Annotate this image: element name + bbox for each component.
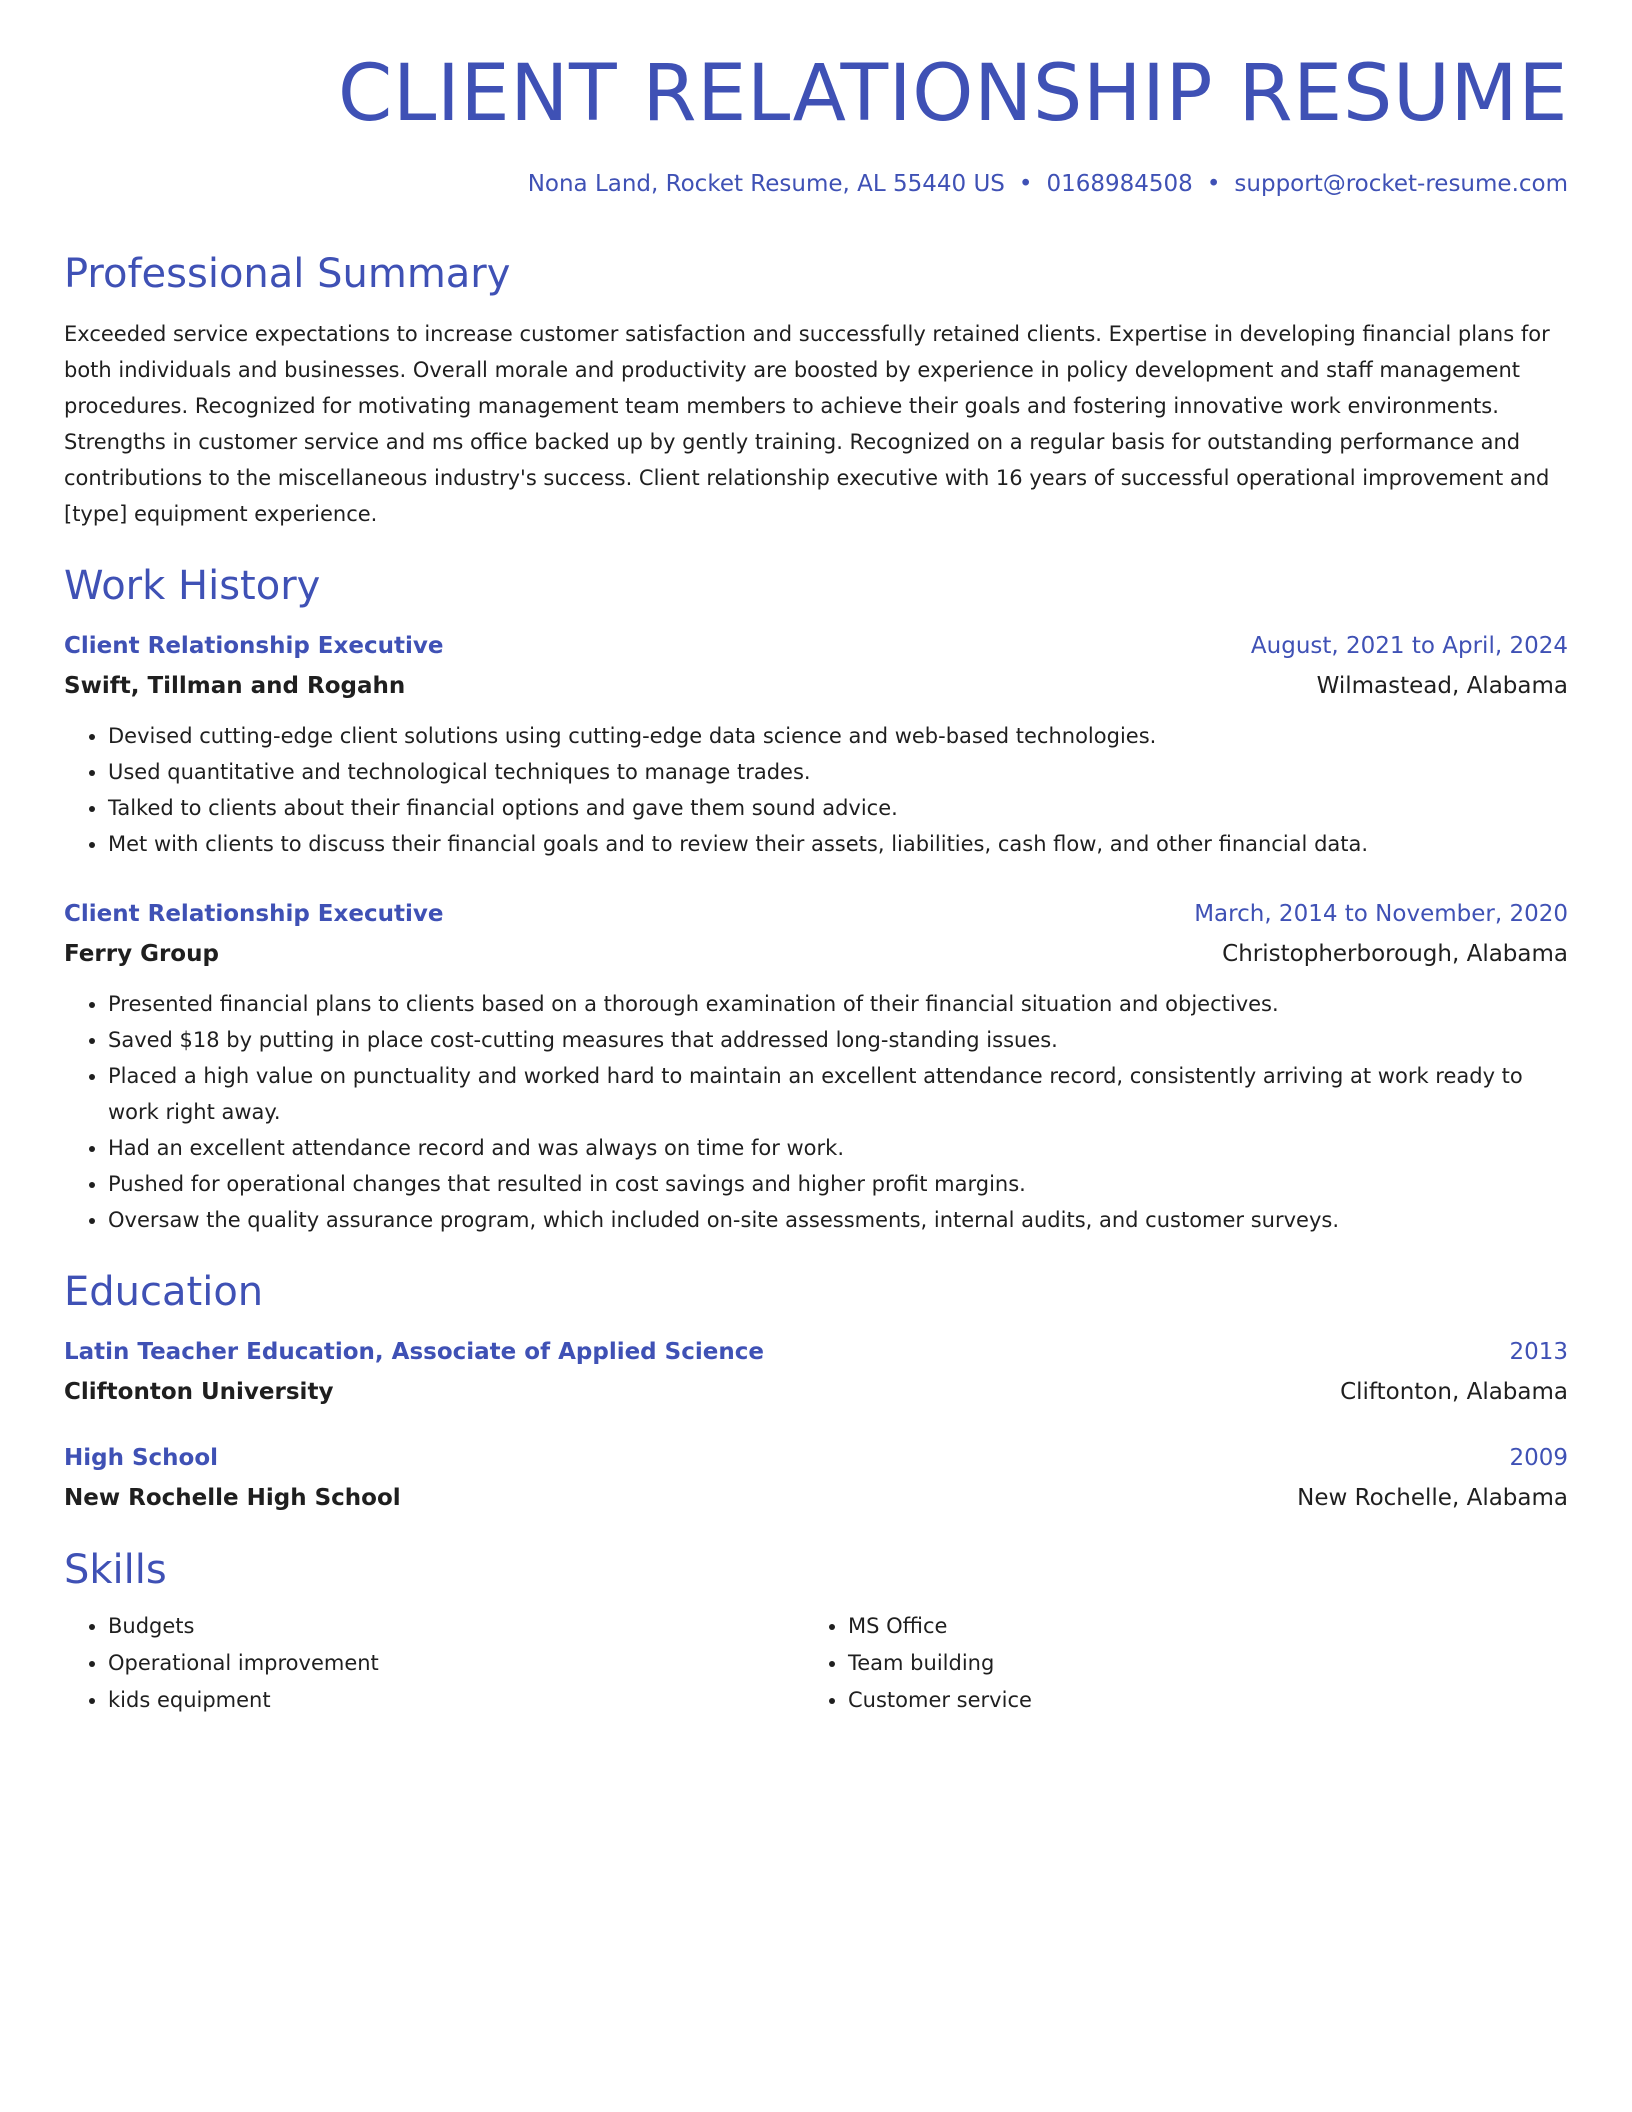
skills-column-right [804, 1608, 1544, 1719]
job-bullet: • Saved $18 by putting in place cost-cutting measures that addressed long-standing issues. [108, 1022, 1568, 1058]
education-degree: Latin Teacher Education, Associate of Applied Science [64, 1338, 764, 1365]
contact-phone: 0168984508 [1046, 170, 1193, 197]
job-entry [64, 628, 1568, 862]
job-bullets [64, 986, 1568, 1238]
skills-column-left [64, 1608, 804, 1719]
job-company: Swift, Tillman and Rogahn [64, 672, 406, 699]
contact-email: support@rocket-resume.com [1234, 170, 1568, 197]
job-company-row [64, 664, 1568, 704]
skill-item: • Operational improvement [108, 1645, 804, 1682]
job-bullet: • Presented financial plans to clients based on a thorough examination of their financial situation and objectives. [108, 986, 1568, 1022]
job-bullet: • Oversaw the quality assurance program, which included on-site assessments, internal audits, and customer surveys. [108, 1202, 1568, 1238]
job-bullet: • Had an excellent attendance record and was always on time for work. [108, 1130, 1568, 1166]
job-bullet: • Met with clients to discuss their financial goals and to review their assets, liabilities, cash flow, and other financial data. [108, 826, 1568, 862]
contact-line [64, 170, 1568, 200]
job-bullet: • Devised cutting-edge client solutions using cutting-edge data science and web-based technologies. [108, 718, 1568, 754]
skill-item: • Team building [848, 1645, 1544, 1682]
education-location: Cliftonton, Alabama [1340, 1378, 1568, 1405]
skill-item: • MS Office [848, 1608, 1544, 1645]
job-location: Wilmastead, Alabama [1316, 672, 1568, 699]
education-degree: High School [64, 1444, 219, 1471]
contact-address: Nona Land, Rocket Resume, AL 55440 US [527, 170, 1005, 197]
job-role: Client Relationship Executive [64, 632, 444, 659]
job-company: Ferry Group [64, 940, 219, 967]
skills-grid [64, 1608, 1568, 1719]
section-title-skills: Skills [64, 1546, 167, 1593]
job-bullet: • Used quantitative and technological techniques to manage trades. [108, 754, 1568, 790]
resume-title: CLIENT RELATIONSHIP RESUME [337, 49, 1568, 139]
job-bullet: • Placed a high value on punctuality and worked hard to maintain an excellent attendance record, consistently arriving at work ready to work right away. [108, 1058, 1568, 1130]
education-header-row [64, 1334, 1568, 1370]
education-school-row [64, 1370, 1568, 1410]
job-bullet: • Pushed for operational changes that resulted in cost savings and higher profit margins. [108, 1166, 1568, 1202]
skill-item: • Budgets [108, 1608, 804, 1645]
education-entry [64, 1440, 1568, 1516]
education-location: New Rochelle, Alabama [1297, 1484, 1568, 1511]
skill-item: • Customer service [848, 1682, 1544, 1719]
job-bullets [64, 718, 1568, 862]
skill-item: • kids equipment [108, 1682, 804, 1719]
resume-header [64, 49, 1568, 200]
section-title-education: Education [64, 1268, 264, 1315]
job-header-row [64, 896, 1568, 932]
education-entry [64, 1334, 1568, 1410]
education-school: New Rochelle High School [64, 1484, 401, 1511]
job-location: Christopherborough, Alabama [1222, 940, 1568, 967]
section-title-work-history: Work History [64, 562, 321, 609]
job-company-row [64, 932, 1568, 972]
job-dates: March, 2014 to November, 2020 [1194, 900, 1568, 927]
education-header-row [64, 1440, 1568, 1476]
education-year: 2009 [1509, 1444, 1568, 1471]
job-dates: August, 2021 to April, 2024 [1250, 632, 1568, 659]
education-year: 2013 [1509, 1338, 1568, 1365]
education-school: Cliftonton University [64, 1378, 334, 1405]
job-header-row [64, 628, 1568, 664]
education-school-row [64, 1476, 1568, 1516]
contact-separator: • [1206, 170, 1221, 197]
job-role: Client Relationship Executive [64, 900, 444, 927]
contact-separator: • [1018, 170, 1033, 197]
job-bullet: • Talked to clients about their financial options and gave them sound advice. [108, 790, 1568, 826]
summary-text: Exceeded service expectations to increase customer satisfaction and successfully retained clients. Expertise in developing financial plans for both individuals and businesses. Overall morale and productivity are boosted by experience in policy development and staff management procedures. Recognized for motivating management team members to achieve their goals and fostering innovative work environments. Strengths in customer service and ms office backed up by gently training. Recognized on a regular basis for outstanding performance and contributions to the miscellaneous industry's success. Client relationship executive with 16 years of successful operational improvement and [type] equipment experience. [64, 321, 1550, 526]
section-title-summary: Professional Summary [64, 250, 511, 297]
job-entry [64, 896, 1568, 1238]
